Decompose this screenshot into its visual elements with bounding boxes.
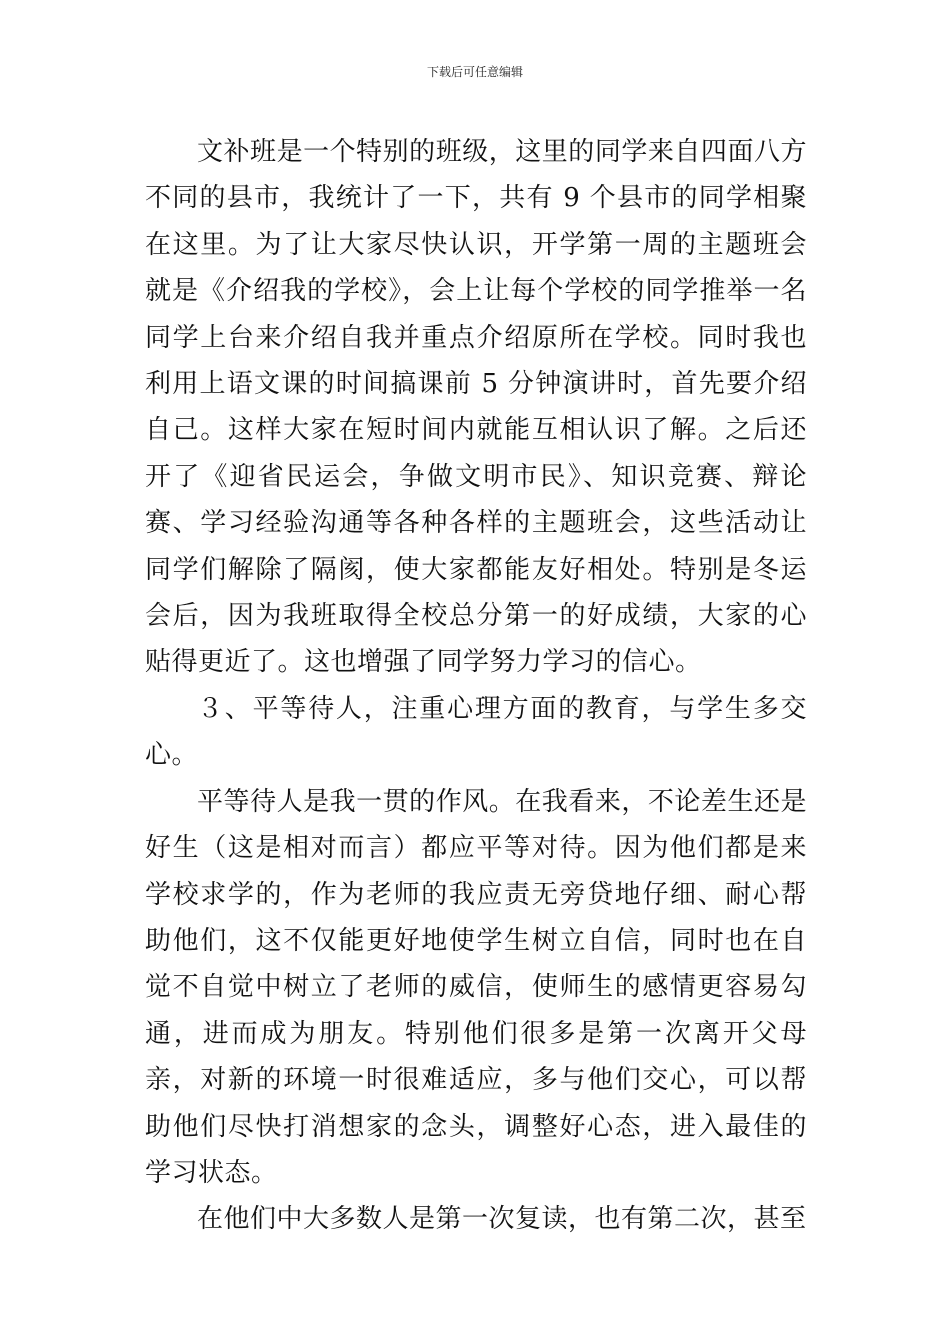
section-heading-equal-treatment: ３、平等待人，注重心理方面的教育，与学生多交心。 [145,693,807,771]
page-header: 下载后可任意编辑 [426,65,523,79]
document-body [145,129,807,1243]
paragraph-repeat-students: 在他们中大多数人是第一次复读，也有第二次，甚至 [197,1204,807,1235]
paragraph-class-introduction: 文补班是一个特别的班级，这里的同学来自四面八方不同的县市，我统计了一下，共有 9 个县市的同学相聚在这里。为了让大家尽快认识，开学第一周的主题班会就是《介绍我的学校》，会上让每个学校的同学推举一名同学上台来介绍自我并重点介绍原所在学校。同时我也利用上语文课的时间搞课前 5 分钟演讲时，首先要介绍自己。这样大家在短时间内就能互相认识了解。之后还开了《迎省民运会，争做文明市民》、知识竞赛、辩论赛、学习经验沟通等各种各样的主题班会，这些活动让同学们解除了隔阂，使大家都能友好相处。特别是冬运会后，因为我班取得全校总分第一的好成绩，大家的心贴得更近了。这也增强了同学努力学习的信心。 [145,137,807,678]
paragraph-equal-treatment: 平等待人是我一贯的作风。在我看来，不论差生还是好生（这是相对而言）都应平等对待。因为他们都是来学校求学的，作为老师的我应责无旁贷地仔细、耐心帮助他们，这不仅能更好地使学生树立自信，同时也在自觉不自觉中树立了老师的威信，使师生的感情更容易勾通，进而成为朋友。特别他们很多是第一次离开父母亲，对新的环境一时很难适应，多与他们交心，可以帮助他们尽快打消想家的念头，调整好心态，进入最佳的学习状态。 [145,786,807,1188]
